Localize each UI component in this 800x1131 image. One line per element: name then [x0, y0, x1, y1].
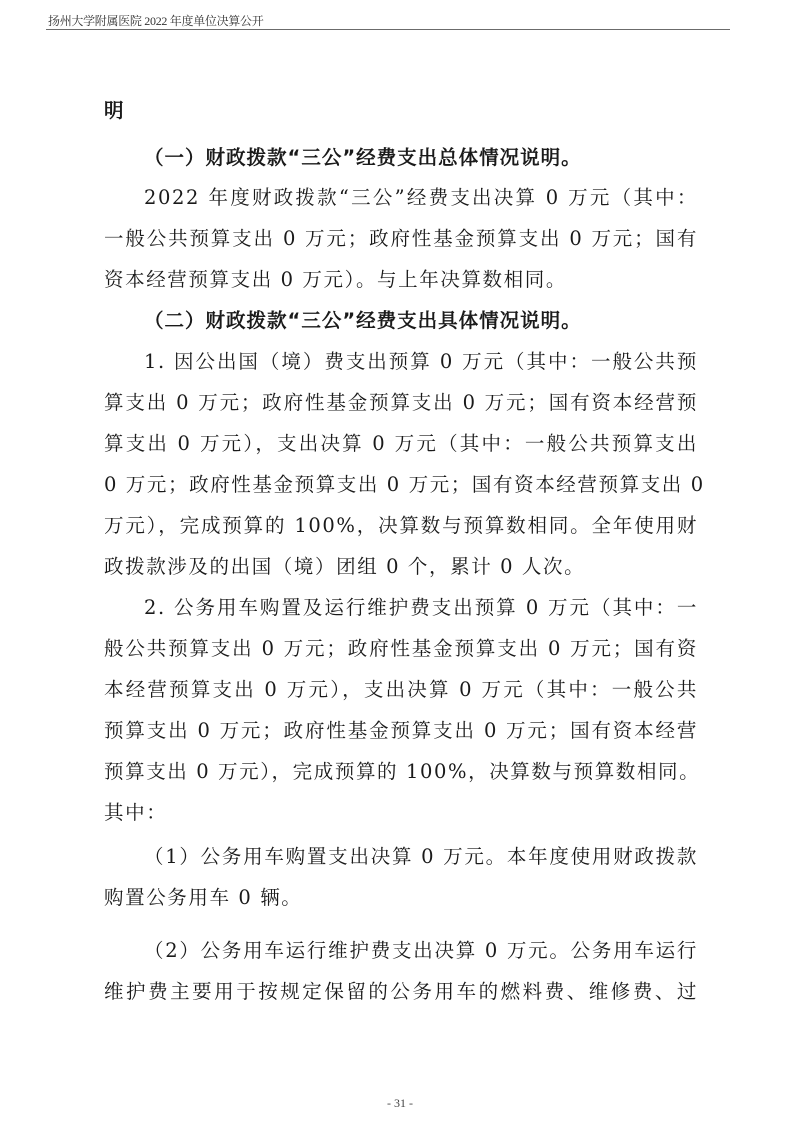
paragraph-line: 0 万元；政府性基金预算支出 0 万元；国有资本经营预算支出 0: [104, 473, 705, 496]
paragraph-line: 1. 因公出国（境）费支出预算 0 万元（其中：一般公共预: [144, 350, 698, 373]
paragraph-line: 预算支出 0 万元），完成预算的 100%，决算数与预算数相同。: [104, 760, 701, 783]
paragraph-line: 本经营预算支出 0 万元），支出决算 0 万元（其中：一般公共: [104, 678, 698, 701]
paragraph-line: （2）公务用车运行维护费支出决算 0 万元。公务用车运行: [144, 939, 698, 962]
paragraph-line: （1）公务用车购置支出决算 0 万元。本年度使用财政拨款: [144, 845, 698, 868]
page-header: [46, 10, 730, 30]
section-heading: （一）财政拨款“三公”经费支出总体情况说明。: [144, 146, 582, 169]
paragraph-line: 其中：: [104, 801, 168, 824]
paragraph-line: 一般公共预算支出 0 万元；政府性基金预算支出 0 万元；国有: [104, 227, 698, 250]
page-number: - 31 -: [387, 1096, 413, 1110]
paragraph-line: 算支出 0 万元），支出决算 0 万元（其中：一般公共预算支出: [104, 432, 698, 455]
section-heading: 明: [104, 99, 125, 122]
section-heading: （二）财政拨款“三公”经费支出具体情况说明。: [144, 309, 582, 332]
paragraph-line: 资本经营预算支出 0 万元）。与上年决算数相同。: [104, 268, 567, 291]
header-title: 扬州大学附属医院 2022 年度单位决算公开: [48, 14, 264, 28]
paragraph-line: 2. 公务用车购置及运行维护费支出预算 0 万元（其中：一: [144, 596, 698, 619]
paragraph-line: 政拨款涉及的出国（境）团组 0 个，累计 0 人次。: [104, 555, 586, 578]
paragraph-line: 预算支出 0 万元；政府性基金预算支出 0 万元；国有资本经营: [104, 719, 698, 742]
paragraph-line: 维护费主要用于按规定保留的公务用车的燃料费、维修费、过: [104, 980, 698, 1003]
paragraph-line: 2022 年度财政拨款“三公”经费支出决算 0 万元（其中：: [144, 186, 698, 209]
paragraph-line: 般公共预算支出 0 万元；政府性基金预算支出 0 万元；国有资: [104, 637, 698, 660]
paragraph-line: 购置公务用车 0 辆。: [104, 886, 303, 909]
paragraph-line: 万元），完成预算的 100%，决算数与预算数相同。全年使用财: [104, 514, 698, 537]
paragraph-line: 算支出 0 万元；政府性基金预算支出 0 万元；国有资本经营预: [104, 391, 698, 414]
